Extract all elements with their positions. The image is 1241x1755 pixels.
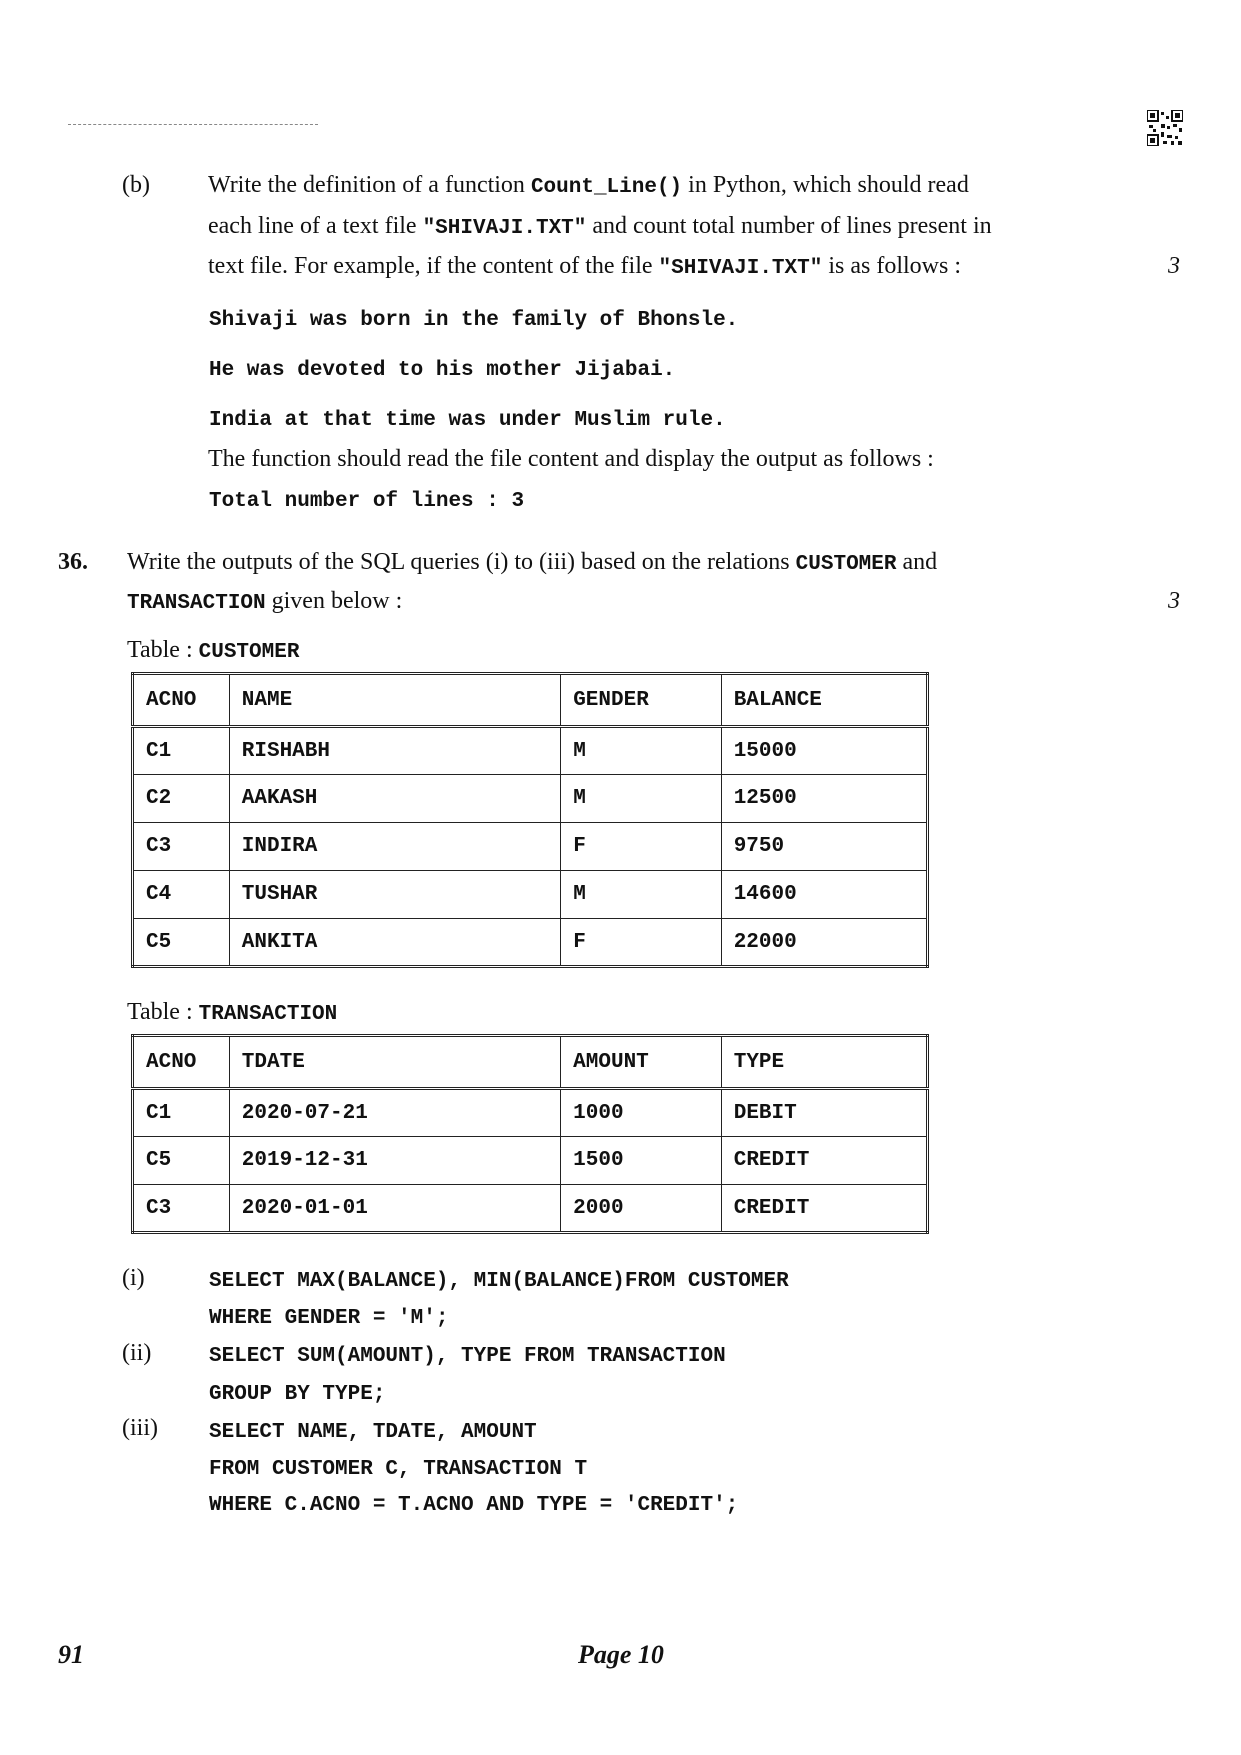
- table-header-row: [133, 674, 928, 727]
- file-line-1: Shivaji was born in the family of Bhonsle.: [209, 309, 739, 332]
- table-cell: 15000: [721, 727, 927, 775]
- query-iii-line-3: WHERE C.ACNO = T.ACNO AND TYPE = 'CREDIT';: [209, 1494, 739, 1517]
- q36-line-1-pre: Write the outputs of the SQL queries (i) to (iii) based on the relations: [127, 549, 796, 575]
- table-row: [133, 775, 928, 823]
- table-cell: 14600: [721, 871, 927, 919]
- q35b-line-3: [208, 253, 961, 280]
- header-cell: TYPE: [721, 1036, 927, 1089]
- table-cell: AAKASH: [229, 775, 560, 823]
- table-row: [133, 871, 928, 919]
- transaction-table-name: TRANSACTION: [198, 1003, 338, 1026]
- table-cell: 2020-01-01: [229, 1185, 560, 1233]
- table-cell: TUSHAR: [229, 871, 560, 919]
- header-cell: BALANCE: [721, 674, 927, 727]
- table-cell: M: [561, 727, 722, 775]
- customer-table-name: CUSTOMER: [198, 641, 300, 664]
- table-cell: CREDIT: [721, 1185, 927, 1233]
- table-cell: 1000: [561, 1089, 722, 1137]
- table-row: [133, 1185, 928, 1233]
- header-cell: GENDER: [561, 674, 722, 727]
- table-cell: INDIRA: [229, 823, 560, 871]
- table-row: [133, 919, 928, 967]
- query-i-line-2: WHERE GENDER = 'M';: [209, 1307, 449, 1330]
- header-cell: AMOUNT: [561, 1036, 722, 1089]
- table-cell: C5: [133, 919, 230, 967]
- query-iii-line-2: FROM CUSTOMER C, TRANSACTION T: [209, 1458, 588, 1481]
- table-header-row: [133, 1036, 928, 1089]
- header-cell: TDATE: [229, 1036, 560, 1089]
- table-cell: 1500: [561, 1137, 722, 1185]
- q36-line-1-post: and: [896, 549, 938, 575]
- header-cell: ACNO: [133, 1036, 230, 1089]
- query-label-ii: (ii): [122, 1340, 152, 1366]
- table-row: [133, 823, 928, 871]
- table-cell: 9750: [721, 823, 927, 871]
- table-cell: 2019-12-31: [229, 1137, 560, 1185]
- table-cell: C3: [133, 1185, 230, 1233]
- header-cell: ACNO: [133, 674, 230, 727]
- q35b-line-1-post: in Python, which should read: [682, 172, 969, 198]
- q35b-line-3-pre: text file. For example, if the content of the file: [208, 253, 659, 279]
- q36-number: 36.: [58, 549, 88, 575]
- function-name: Count_Line(): [530, 176, 683, 199]
- file-line-2: He was devoted to his mother Jijabai.: [209, 359, 676, 382]
- table-cell: C3: [133, 823, 230, 871]
- query-label-i: (i): [122, 1265, 145, 1291]
- file-name: "SHIVAJI.TXT": [658, 257, 823, 280]
- query-ii-line-2: GROUP BY TYPE;: [209, 1383, 386, 1406]
- table-cell: C2: [133, 775, 230, 823]
- table-cell: 22000: [721, 919, 927, 967]
- file-line-3: India at that time was under Muslim rule.: [209, 409, 726, 432]
- table-cell: DEBIT: [721, 1089, 927, 1137]
- relation-customer: CUSTOMER: [795, 553, 897, 576]
- table-row: [133, 1089, 928, 1137]
- table-cell: C1: [133, 1089, 230, 1137]
- transaction-table-caption: [127, 999, 337, 1026]
- table-cell: C4: [133, 871, 230, 919]
- transaction-table: [131, 1034, 929, 1234]
- header-cell: NAME: [229, 674, 560, 727]
- q36-line-2: [127, 588, 402, 615]
- header-rule: [68, 124, 318, 125]
- table-prefix: Table :: [127, 637, 199, 663]
- table-cell: CREDIT: [721, 1137, 927, 1185]
- q36-marks: 3: [1168, 588, 1180, 614]
- query-label-iii: (iii): [122, 1415, 158, 1441]
- query-i-line-1: SELECT MAX(BALANCE), MIN(BALANCE)FROM CUSTOMER: [209, 1270, 789, 1293]
- table-row: [133, 727, 928, 775]
- q35b-label: (b): [122, 172, 150, 198]
- q36-line-2-post: given below :: [265, 588, 403, 614]
- q35b-line-1-pre: Write the definition of a function: [208, 172, 531, 198]
- relation-transaction: TRANSACTION: [127, 592, 266, 615]
- table-prefix: Table :: [127, 999, 199, 1025]
- q35b-line-2: [208, 213, 992, 240]
- output-intro: The function should read the file content and display the output as follows :: [208, 446, 934, 472]
- q35b-line-3-post: is as follows :: [822, 253, 962, 279]
- table-cell: F: [561, 919, 722, 967]
- file-name: "SHIVAJI.TXT": [422, 217, 587, 240]
- query-ii-line-1: SELECT SUM(AMOUNT), TYPE FROM TRANSACTION: [209, 1345, 726, 1368]
- q36-line-1: [127, 549, 937, 576]
- table-cell: 12500: [721, 775, 927, 823]
- table-cell: 2000: [561, 1185, 722, 1233]
- table-cell: 2020-07-21: [229, 1089, 560, 1137]
- customer-table-caption: [127, 637, 299, 664]
- table-cell: C1: [133, 727, 230, 775]
- table-cell: M: [561, 871, 722, 919]
- query-iii-line-1: SELECT NAME, TDATE, AMOUNT: [209, 1421, 537, 1444]
- q35b-marks: 3: [1168, 253, 1180, 279]
- table-cell: C5: [133, 1137, 230, 1185]
- table-cell: ANKITA: [229, 919, 560, 967]
- table-row: [133, 1137, 928, 1185]
- output-line: Total number of lines : 3: [209, 490, 525, 513]
- customer-table: [131, 672, 929, 968]
- table-cell: M: [561, 775, 722, 823]
- page-number: Page 10: [578, 1640, 664, 1669]
- q35b-line-2-post: and count total number of lines present in: [586, 213, 992, 239]
- q35b-line-2-pre: each line of a text file: [208, 213, 423, 239]
- qr-code-icon: [1147, 110, 1183, 146]
- table-cell: F: [561, 823, 722, 871]
- paper-code: 91: [58, 1640, 84, 1669]
- table-cell: RISHABH: [229, 727, 560, 775]
- q35b-line-1: [208, 172, 969, 199]
